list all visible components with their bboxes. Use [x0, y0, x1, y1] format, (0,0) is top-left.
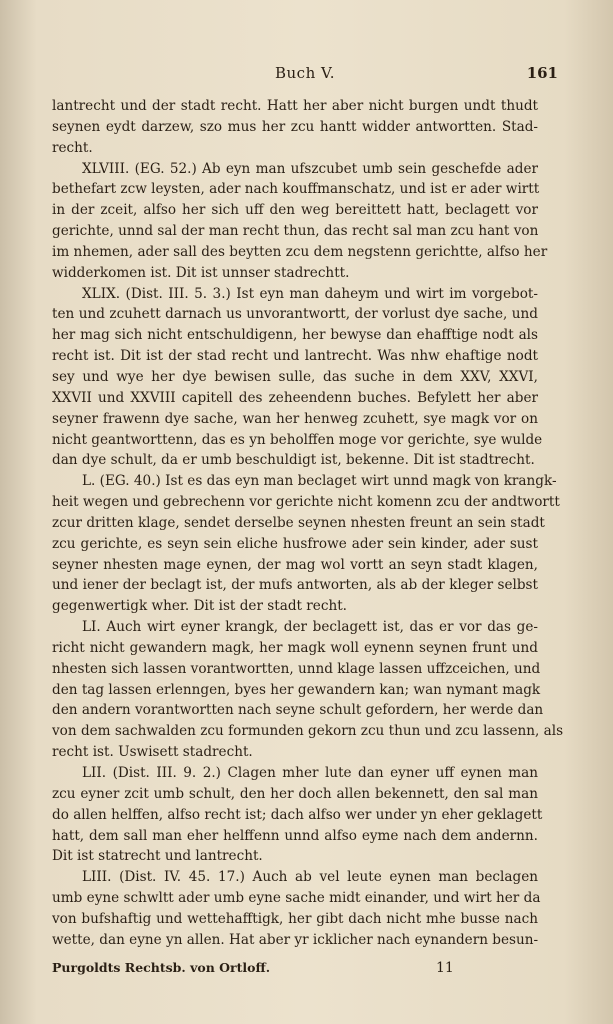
- text-line: im nhemen, ader sall des beytten zcu dem negstenn gerichtte, alfso her: [52, 243, 548, 260]
- text-line: zcur dritten klage, sendet derselbe seynen nhesten freunt an sein stadt: [52, 514, 545, 531]
- text-line: wette, dan eyne yn allen. Hat aber yr icklicher nach eynandern besun-: [52, 931, 539, 948]
- signature-line: Purgoldts Rechtsb. von Ortloff.: [52, 960, 271, 975]
- text-line: LIII. (Dist. IV. 45. 17.) Auch ab vel leute eynen man beclagen: [82, 869, 538, 886]
- text-line: recht.: [52, 139, 93, 156]
- text-line: in der zceit, alfso her sich uff den weg bereittett hatt, beclagett vor: [52, 202, 538, 219]
- text-line: ten und zcuhett darnach us unvorantwortt, der vorlust dye sache, und: [52, 306, 538, 323]
- text-line: LII. (Dist. III. 9. 2.) Clagen mher lute dan eyner uff eynen man: [82, 765, 538, 781]
- paragraph-li: [52, 617, 564, 763]
- text-line: hatt, dem sall man eher helffenn unnd alfso eyme nach dem andernn.: [52, 827, 538, 844]
- text-line: heit wegen und gebrechenn vor gerichte nicht komenn zcu der andtwortt: [52, 494, 560, 511]
- text-line: von dem sachwalden zcu formunden gekorn zcu thun und zcu lassenn, als: [52, 723, 564, 740]
- text-line: dan dye schult, da er umb beschuldigt ist, bekenne. Dit ist stadtrecht.: [52, 452, 535, 469]
- paragraph-l: [52, 471, 560, 617]
- running-header: [52, 64, 558, 84]
- text-line: gegenwertigk wher. Dit ist der stadt recht.: [52, 598, 348, 615]
- text-line: bethefart zcw leysten, ader nach kouffmanschatz, und ist er ader wirtt: [52, 181, 540, 198]
- text-line: LI. Auch wirt eyner krangk, der beclagett ist, das er vor das ge-: [82, 619, 538, 636]
- text-line: nhesten sich lassen vorantwortten, unnd klage lassen uffzceichen, und: [52, 660, 541, 677]
- text-line: zcu gerichte, es seyn sein eliche husfrowe ader sein kinder, ader sust: [52, 535, 538, 552]
- paragraph-lii: [52, 763, 543, 867]
- text-line: umb eyne schwltt ader umb eyne sache midt einander, und wirt her da: [52, 890, 541, 907]
- paragraph-xlviii: [52, 159, 548, 284]
- text-line: gerichte, unnd sal der man recht thun, das recht sal man zcu hant von: [52, 223, 539, 240]
- text-line: XLVIII. (EG. 52.) Ab eyn man ufszcubet umb sein geschefde ader: [82, 160, 538, 177]
- text-line: nicht geantworttenn, das es yn beholffen moge vor gerichte, sye wulde: [52, 431, 543, 448]
- page-footer: [52, 960, 538, 980]
- text-line: XLIX. (Dist. III. 5. 3.) Ist eyn man daheym und wirt im vorgebot-: [82, 285, 538, 302]
- text-line: richt nicht gewandern magk, her magk woll eynenn seynen frunt und: [52, 639, 538, 656]
- paragraph-xlix: [52, 284, 543, 472]
- text-line: Dit ist statrecht und lantrecht.: [52, 848, 263, 865]
- text-line: seynen eydt darzew, szo mus her zcu hantt widder antwortten. Stad-: [52, 118, 538, 135]
- text-line: von bufshaftig und wettehafftigk, her gibt dach nicht mhe busse nach: [52, 910, 538, 927]
- sheet-number: 11: [436, 960, 454, 976]
- text-line: seyner frawenn dye sache, wan her henweg zcuhett, sye magk vor on: [52, 410, 538, 427]
- text-line: seyner nhesten mage eynen, der mag wol vortt an seyn stadt klagen,: [52, 556, 538, 573]
- text-line: lantrecht und der stadt recht. Hatt her aber nicht burgen undt thudt: [52, 98, 538, 114]
- text-line: recht ist. Uswisett stadrecht.: [52, 744, 253, 761]
- text-line: den andern vorantwortten nach seyne schult gefordern, her werde dan: [52, 702, 544, 719]
- body-text: [52, 96, 564, 951]
- running-title: Buch V.: [275, 64, 335, 82]
- text-line: L. (EG. 40.) Ist es das eyn man beclaget wirt unnd magk von krangk-: [82, 473, 557, 490]
- text-line: do allen helffen, alfso recht ist; dach alfso wer under yn eher geklagett: [52, 806, 543, 823]
- text-line: XXVII und XXVIII capitell des zeheendenn buches. Befylett her aber: [52, 389, 538, 406]
- paragraph-liii: [52, 867, 541, 950]
- page-number: 161: [526, 64, 558, 82]
- text-line: sey und wye her dye bewisen sulle, das suche in dem XXV, XXVI,: [52, 368, 538, 385]
- paragraph-continuation: [52, 96, 538, 159]
- text-line: und iener der beclagt ist, der mufs antworten, als ab der kleger selbst: [52, 577, 538, 594]
- text-line: widderkomen ist. Dit ist unnser stadrechtt.: [52, 264, 350, 281]
- text-line: recht ist. Dit ist der stad recht und lantrecht. Was nhw ehaftige nodt: [52, 348, 538, 365]
- text-line: her mag sich nicht entschuldigenn, her bewyse dan ehafftige nodt als: [52, 327, 538, 344]
- text-line: zcu eyner zcit umb schult, den her doch allen bekennett, den sal man: [52, 785, 538, 802]
- text-line: den tag lassen erlenngen, byes her gewandern kan; wan nymant magk: [52, 681, 541, 698]
